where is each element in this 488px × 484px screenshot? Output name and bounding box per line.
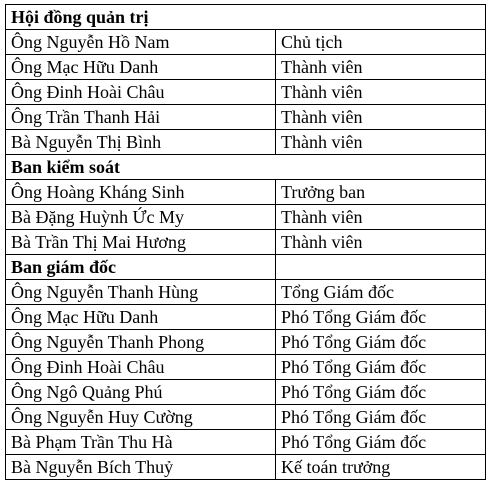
table-row xyxy=(6,30,486,55)
management-roster-table xyxy=(5,4,486,480)
section-header-supervisory xyxy=(6,155,486,180)
member-role: Trưởng ban xyxy=(276,180,486,205)
member-role: Thành viên xyxy=(276,55,486,80)
section-header-empty-cell xyxy=(276,155,486,180)
member-name: Ông Nguyễn Hồ Nam xyxy=(6,30,276,55)
member-name: Ông Nguyễn Thanh Phong xyxy=(6,330,276,355)
section-header-directors xyxy=(6,255,486,280)
member-role: Thành viên xyxy=(276,80,486,105)
member-name: Ông Hoàng Kháng Sinh xyxy=(6,180,276,205)
member-role: Thành viên xyxy=(276,230,486,255)
member-role: Tổng Giám đốc xyxy=(276,280,486,305)
table-row xyxy=(6,455,486,480)
member-name: Ông Mạc Hữu Danh xyxy=(6,55,276,80)
member-role: Phó Tổng Giám đốc xyxy=(276,405,486,430)
member-name: Ông Trần Thanh Hải xyxy=(6,105,276,130)
member-role: Kế toán trưởng xyxy=(276,455,486,480)
member-name: Bà Nguyễn Bích Thuỷ xyxy=(6,455,276,480)
member-role: Phó Tổng Giám đốc xyxy=(276,355,486,380)
member-role: Thành viên xyxy=(276,205,486,230)
section-header-empty-cell xyxy=(276,5,486,30)
member-name: Ông Đinh Hoài Châu xyxy=(6,355,276,380)
member-name: Ông Nguyễn Huy Cường xyxy=(6,405,276,430)
member-name: Bà Nguyễn Thị Bình xyxy=(6,130,276,155)
member-role: Chủ tịch xyxy=(276,30,486,55)
member-role: Thành viên xyxy=(276,105,486,130)
section-title: Ban giám đốc xyxy=(6,255,276,280)
table-row xyxy=(6,380,486,405)
member-role: Phó Tổng Giám đốc xyxy=(276,430,486,455)
table-row xyxy=(6,305,486,330)
member-name: Ông Nguyễn Thanh Hùng xyxy=(6,280,276,305)
member-role: Phó Tổng Giám đốc xyxy=(276,330,486,355)
table-row xyxy=(6,280,486,305)
table-row xyxy=(6,105,486,130)
table-row xyxy=(6,130,486,155)
table-row xyxy=(6,55,486,80)
section-title: Ban kiểm soát xyxy=(6,155,276,180)
section-header-board xyxy=(6,5,486,30)
section-header-empty-cell xyxy=(276,255,486,280)
member-name: Bà Phạm Trần Thu Hà xyxy=(6,430,276,455)
table-row xyxy=(6,230,486,255)
member-role: Phó Tổng Giám đốc xyxy=(276,305,486,330)
table-row xyxy=(6,330,486,355)
table-row xyxy=(6,205,486,230)
table-row xyxy=(6,430,486,455)
table-row xyxy=(6,80,486,105)
member-name: Ông Đinh Hoài Châu xyxy=(6,80,276,105)
member-name: Ông Ngô Quảng Phú xyxy=(6,380,276,405)
member-role: Thành viên xyxy=(276,130,486,155)
member-name: Bà Đặng Huỳnh Ức My xyxy=(6,205,276,230)
table-row xyxy=(6,405,486,430)
section-title: Hội đồng quản trị xyxy=(6,5,276,30)
member-role: Phó Tổng Giám đốc xyxy=(276,380,486,405)
member-name: Ông Mạc Hữu Danh xyxy=(6,305,276,330)
table-row xyxy=(6,180,486,205)
member-name: Bà Trần Thị Mai Hương xyxy=(6,230,276,255)
table-row xyxy=(6,355,486,380)
